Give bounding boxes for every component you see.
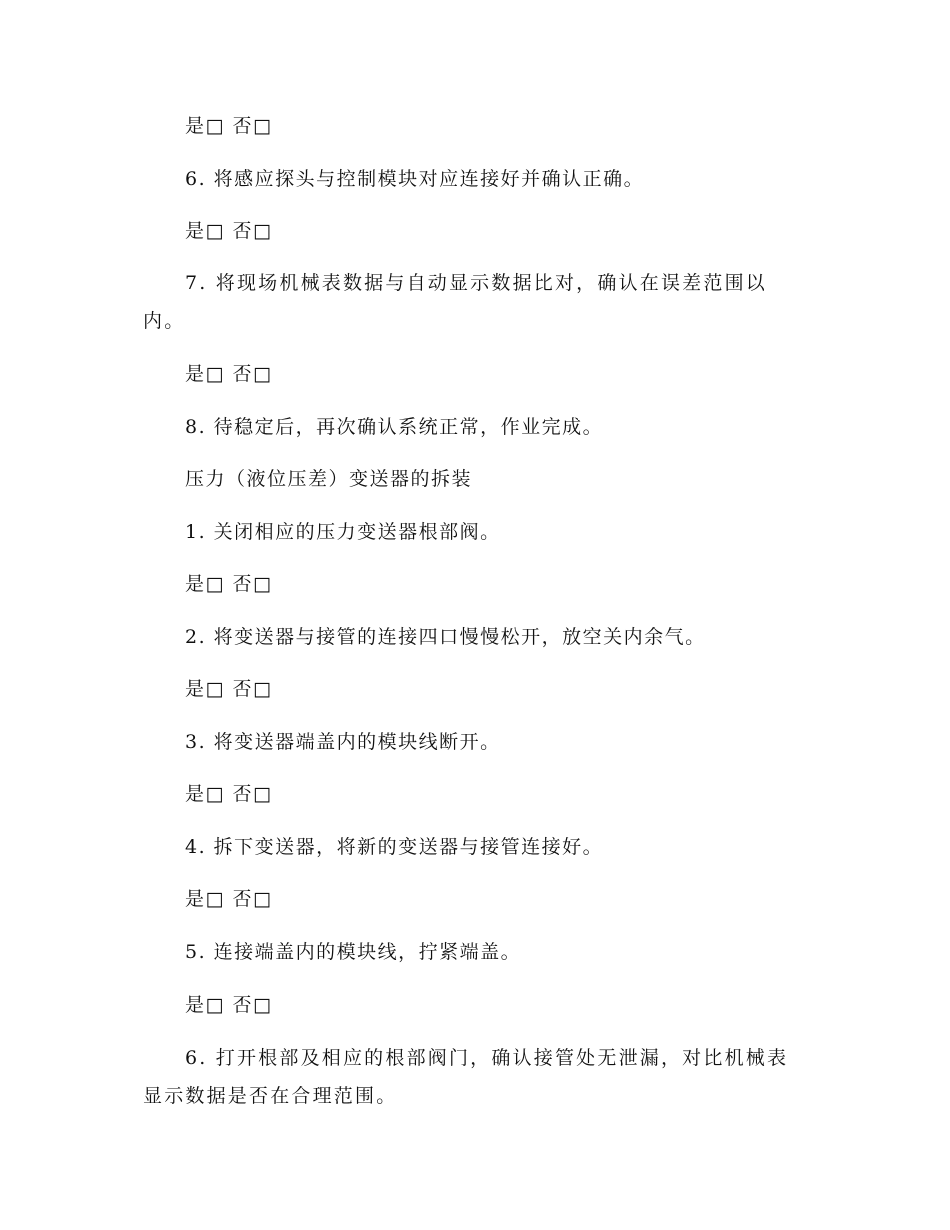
yes-no-checkbox-line: 是□ 否□ (185, 220, 273, 242)
section-title: 压力（液位压差）变送器的拆装 (185, 468, 473, 490)
step-text: 4. 拆下变送器，将新的变送器与接管连接好。 (185, 836, 604, 858)
step-text: 2. 将变送器与接管的连接四口慢慢松开，放空关内余气。 (185, 626, 706, 648)
step-text: 8. 待稳定后，再次确认系统正常，作业完成。 (185, 416, 604, 438)
step-text: 3. 将变送器端盖内的模块线断开。 (185, 731, 501, 753)
yes-no-checkbox-line: 是□ 否□ (185, 994, 273, 1016)
step-text: 1. 关闭相应的压力变送器根部阀。 (185, 521, 501, 543)
yes-no-checkbox-line: 是□ 否□ (185, 783, 273, 805)
step-text: 6. 打开根部及相应的根部阀门，确认接管处无泄漏，对比机械表显示数据是否在合理范围。 (143, 1047, 789, 1107)
yes-no-checkbox-line: 是□ 否□ (185, 115, 273, 137)
step-text: 5. 连接端盖内的模块线，拧紧端盖。 (185, 941, 522, 963)
step-text: 7. 将现场机械表数据与自动显示数据比对，确认在误差范围以内。 (143, 272, 767, 332)
yes-no-checkbox-line: 是□ 否□ (185, 888, 273, 910)
step-text: 6. 将感应探头与控制模块对应连接好并确认正确。 (185, 168, 645, 190)
yes-no-checkbox-line: 是□ 否□ (185, 363, 273, 385)
yes-no-checkbox-line: 是□ 否□ (185, 678, 273, 700)
yes-no-checkbox-line: 是□ 否□ (185, 573, 273, 595)
